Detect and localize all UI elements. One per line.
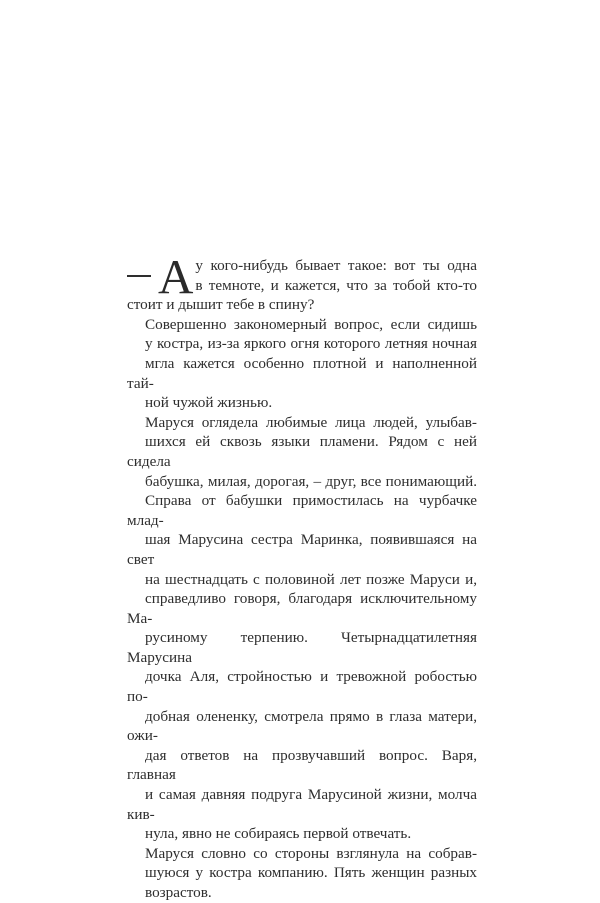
text-line: Маруся словно со стороны взглянула на собрав- xyxy=(145,844,477,862)
text-line: на шестнадцать с половиной лет позже Маруси и, xyxy=(145,570,477,588)
text-line: Маруся оглядела любимые лица людей, улыбав- xyxy=(145,413,477,431)
text-line: возрастов. xyxy=(145,884,212,901)
text-line: русиному терпению. Четырнадцатилетняя Марусина xyxy=(127,629,477,666)
text-line: у кого-нибудь бывает такое: вот ты одна xyxy=(195,257,477,274)
text-line: дая ответов на прозвучавший вопрос. Варя, главная xyxy=(127,746,477,784)
text-line: добная олененку, смотрела прямо в глаза матери, ожи- xyxy=(127,707,477,745)
text-line: шихся ей сквозь языки пламени. Рядом с ней сидела xyxy=(127,433,477,470)
text-line: справедливо говоря, благодаря исключительному Ма- xyxy=(127,590,477,627)
text-line: мгла кажется особенно плотной и наполненной тай- xyxy=(127,354,477,392)
dialogue-dash xyxy=(127,275,151,277)
text-line: Справа от бабушки примостилась на чурбачке млад- xyxy=(127,492,477,529)
text-line: ной чужой жизнью. xyxy=(145,394,273,412)
text-line: дочка Аля, стройностью и тревожной робостью по- xyxy=(127,668,477,706)
opening-paragraph xyxy=(127,249,477,315)
text-line: Совершенно закономерный вопрос, если сидишь xyxy=(145,315,477,333)
paragraph xyxy=(127,844,477,903)
paragraph xyxy=(127,315,477,413)
text-line: у костра, из-за яркого огня которого летняя ночная xyxy=(145,335,477,353)
body-text xyxy=(127,249,477,903)
drop-cap: А xyxy=(158,249,194,304)
text-line: шая Марусина сестра Маринка, появившаяся на свет xyxy=(127,531,477,568)
text-line: и самая давняя подруга Марусиной жизни, молча кив- xyxy=(127,786,477,823)
text-line: бабушка, милая, дорогая, – друг, все понимающий. xyxy=(145,472,477,490)
text-line: стоит и дышит тебе в спину? xyxy=(127,296,315,314)
paragraph xyxy=(127,413,477,844)
text-line: нула, явно не собираясь первой отвечать. xyxy=(145,825,412,843)
text-line: шуюся у костра компанию. Пять женщин разных xyxy=(145,864,477,882)
text-line: в темноте, и кажется, что за тобой кто-то xyxy=(195,276,477,294)
